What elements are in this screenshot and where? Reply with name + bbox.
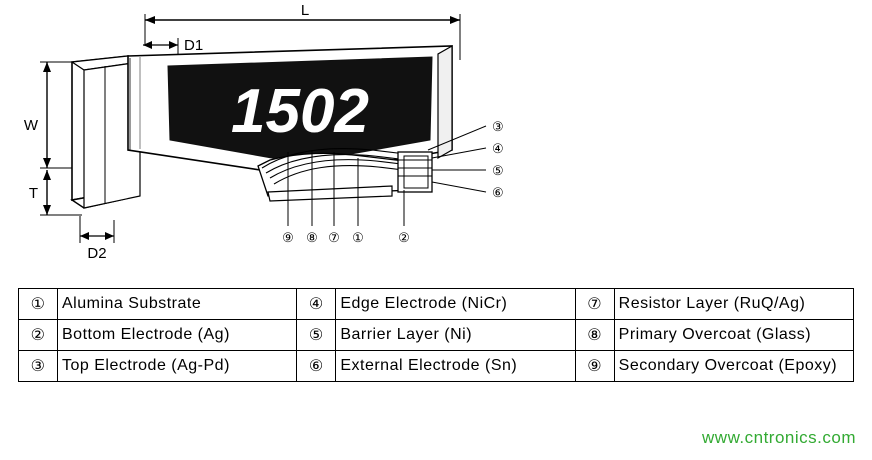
- callout-8: ⑧: [306, 230, 318, 245]
- callout-6: ⑥: [492, 185, 504, 200]
- legend-num: ⑤: [297, 320, 336, 351]
- legend-num: ⑧: [575, 320, 614, 351]
- legend-label: Bottom Electrode (Ag): [58, 320, 297, 351]
- callout-1: ①: [352, 230, 364, 245]
- chip-body: [72, 46, 452, 208]
- table-row: [19, 320, 854, 351]
- chip-marking-text: 1502: [231, 77, 369, 146]
- callout-7: ⑦: [328, 230, 340, 245]
- legend-num: ⑦: [575, 289, 614, 320]
- legend-label: Resistor Layer (RuQ/Ag): [614, 289, 853, 320]
- legend-num: ③: [19, 351, 58, 382]
- label-length: L: [300, 2, 310, 19]
- callout-9: ⑨: [282, 230, 294, 245]
- label-d1: D1: [184, 37, 204, 54]
- legend-num: ①: [19, 289, 58, 320]
- legend-label: Alumina Substrate: [58, 289, 297, 320]
- legend-label: Barrier Layer (Ni): [336, 320, 575, 351]
- table-row: [19, 289, 854, 320]
- legend-label: Primary Overcoat (Glass): [614, 320, 853, 351]
- label-d2: D2: [87, 245, 107, 262]
- legend-num: ②: [19, 320, 58, 351]
- legend-table: [18, 288, 854, 382]
- callout-4: ④: [492, 141, 504, 156]
- callout-2: ②: [398, 230, 410, 245]
- legend-label: External Electrode (Sn): [336, 351, 575, 382]
- dimension-d2: [80, 216, 114, 262]
- legend-num: ⑨: [575, 351, 614, 382]
- legend-num: ④: [297, 289, 336, 320]
- label-thickness: T: [28, 185, 38, 202]
- callout-3: ③: [492, 119, 504, 134]
- label-width: W: [23, 117, 38, 134]
- legend-num: ⑥: [297, 351, 336, 382]
- legend-label: Secondary Overcoat (Epoxy): [614, 351, 853, 382]
- table-row: [19, 351, 854, 382]
- legend-label: Top Electrode (Ag-Pd): [58, 351, 297, 382]
- legend-label: Edge Electrode (NiCr): [336, 289, 575, 320]
- watermark: www.cntronics.com: [702, 428, 856, 447]
- callout-5: ⑤: [492, 163, 504, 178]
